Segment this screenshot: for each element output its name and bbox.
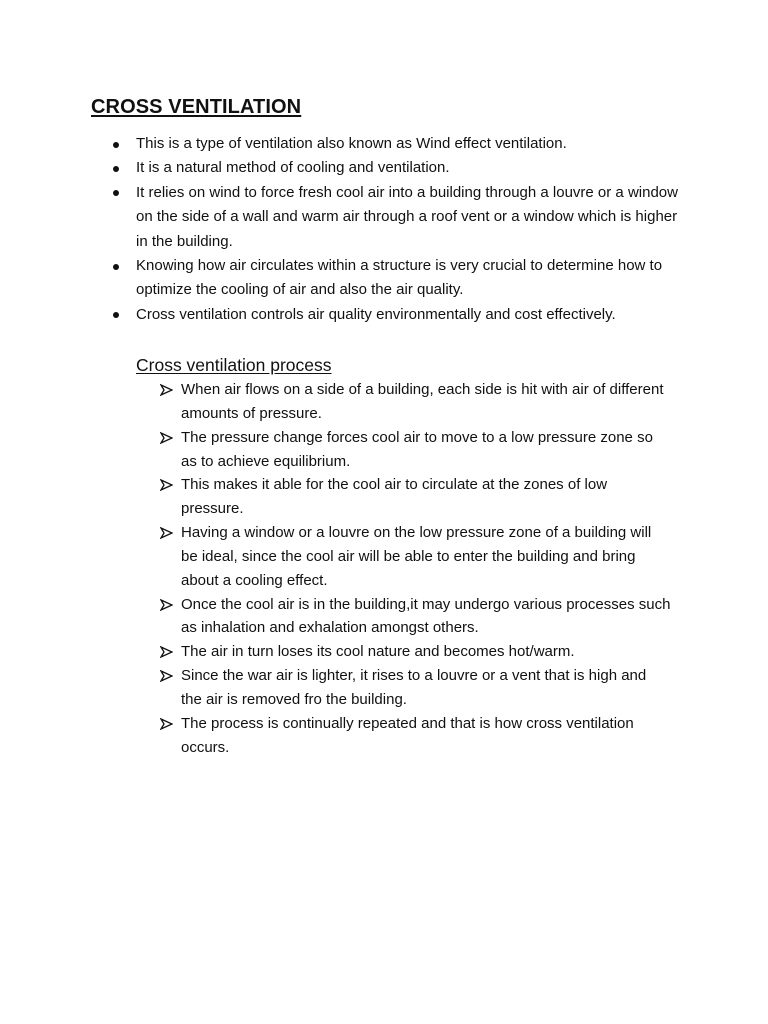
arrowhead-bullet-icon [160, 527, 173, 539]
process-subheading: Cross ventilation process [136, 355, 332, 375]
process-step [0, 426, 671, 474]
process-step-text: Having a window or a louvre on the low pressure zone of a building will be ideal, since the cool air will be able to enter the building and bring about a cooling effect. [181, 524, 652, 589]
document-title: CROSS VENTILATION [91, 96, 302, 118]
process-step [0, 712, 671, 760]
arrowhead-bullet-icon [160, 599, 173, 611]
bullet-text: It is a natural method of cooling and ventilation. [136, 159, 450, 177]
arrowhead-bullet-icon [160, 718, 173, 730]
arrowhead-bullet-icon [160, 670, 173, 682]
process-step [0, 664, 671, 712]
bullet-text: This is a type of ventilation also known as Wind effect ventilation. [136, 135, 567, 152]
process-step [0, 378, 671, 426]
arrowhead-bullet-icon [160, 646, 173, 658]
bullet-dot-icon [113, 142, 119, 148]
bullet-item [0, 132, 681, 156]
arrowhead-bullet-icon [160, 479, 173, 491]
process-step-text: The process is continually repeated and that is how cross ventilation occurs. [181, 714, 634, 756]
process-step-text: This makes it able for the cool air to circulate at the zones of low pressure. [181, 476, 608, 518]
arrowhead-bullet-icon [160, 432, 173, 444]
process-step-list [0, 378, 768, 760]
process-step-text: Since the war air is lighter, it rises to a louvre or a vent that is high and the air is removed fro the building. [181, 667, 647, 708]
process-step [0, 593, 671, 641]
bullet-text: Cross ventilation controls air quality environmentally and cost effectively. [136, 305, 616, 323]
bullet-item [0, 254, 681, 303]
bullet-item [0, 303, 681, 327]
process-step-text: When air flows on a side of a building, each side is hit with air of different amounts of pressure. [181, 381, 664, 422]
bullet-item [0, 181, 681, 254]
bullet-dot-icon [113, 264, 119, 270]
bullet-dot-icon [113, 190, 119, 196]
process-step-text: Once the cool air is in the building,it may undergo various processes such as inhalation and exhalation amongst others. [181, 595, 671, 637]
process-step [0, 521, 671, 593]
arrowhead-bullet-icon [160, 384, 173, 396]
process-step [0, 473, 671, 521]
bullet-text: Knowing how air circulates within a structure is very crucial to determine how to optimize the cooling of air and also the air quality. [136, 257, 663, 299]
process-step-text: The pressure change forces cool air to move to a low pressure zone so as to achieve equilibrium. [181, 428, 653, 470]
process-step-text: The air in turn loses its cool nature and becomes hot/warm. [181, 643, 575, 661]
bullet-dot-icon [113, 312, 119, 318]
process-step [0, 640, 671, 664]
bullet-text: It relies on wind to force fresh cool air into a building through a louvre or a window on the side of a wall and warm air through a roof vent or a window which is higher in the building. [136, 183, 678, 250]
intro-bullet-list [0, 132, 768, 327]
bullet-dot-icon [113, 166, 119, 172]
bullet-item [0, 156, 681, 180]
